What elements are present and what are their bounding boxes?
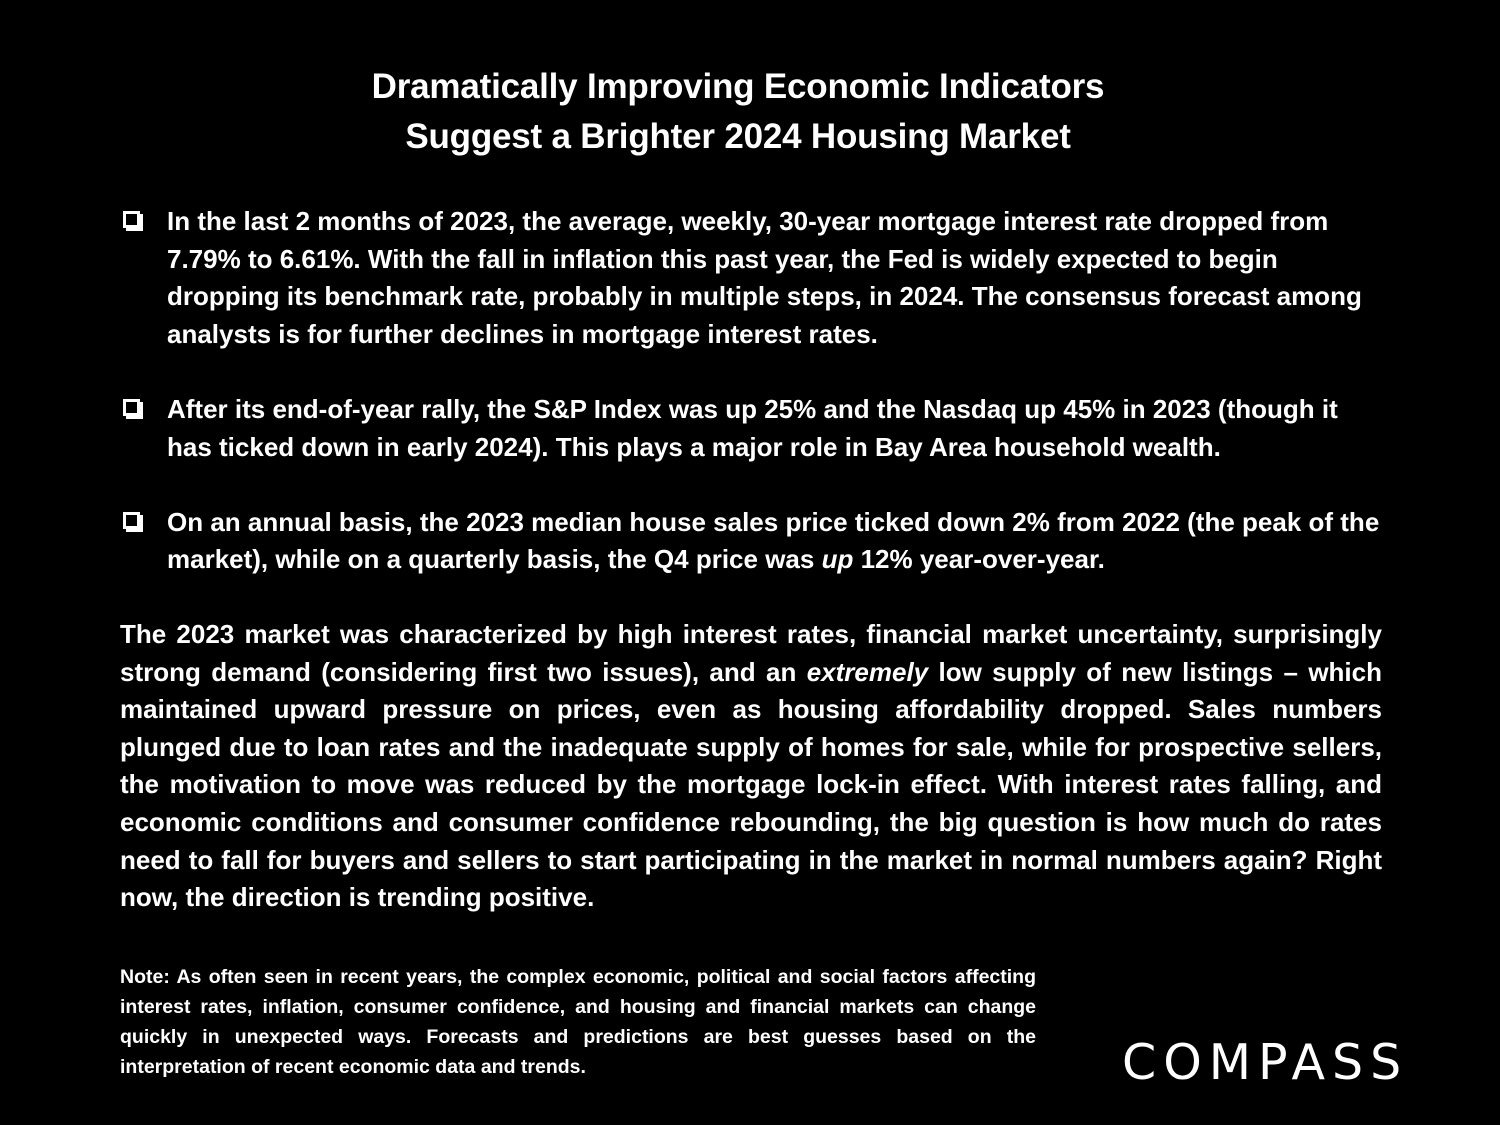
paragraph-after: low supply of new listings – which maintained upward pressure on prices, even as housing affordability dropped. Sales numbers plunged due to loan rates and the inadequate supply of homes for sale, while for prospective sellers, the motivation to move was reduced by the mortgage lock-in effect. With interest rates falling, and economic conditions and consumer confidence rebounding, the big question is how much do rates need to fall for buyers and sellers to start participating in the market in normal numbers again? Right now, the direction is trending positive. <box>120 656 1382 913</box>
bullet-text-after: 12% year-over-year. <box>853 544 1105 575</box>
bullet-item <box>120 203 1382 353</box>
bullet-text-emphasis: up <box>821 544 854 575</box>
paragraph-before: The 2023 market was characterized by high interest rates, financial market uncertainty, surprisingly strong demand (considering first two issues), and an <box>120 619 1382 687</box>
checkbox-icon <box>123 211 140 228</box>
checkbox-icon <box>123 399 140 416</box>
summary-paragraph <box>120 616 1382 917</box>
checkbox-icon <box>123 512 140 529</box>
title-line-2: Suggest a Brighter 2024 Housing Market <box>405 117 1071 156</box>
compass-logo: COMPASS <box>1122 1034 1409 1091</box>
bullet-text <box>167 507 1379 575</box>
bullet-text: In the last 2 months of 2023, the average, weekly, 30-year mortgage interest rate dropped from 7.79% to 6.61%. With the fall in inflation this past year, the Fed is widely expected to begin dropping its benchmark rate, probably in multiple steps, in 2024. The consensus forecast among analysts is for further declines in mortgage interest rates. <box>167 206 1362 349</box>
bullet-text: After its end-of-year rally, the S&P Index was up 25% and the Nasdaq up 45% in 2023 (though it has ticked down in early 2024). This plays a major role in Bay Area household wealth. <box>167 393 1338 462</box>
bullet-text-before: On an annual basis, the 2023 median house sales price ticked down 2% from 2022 (the peak of the market), while on a quarterly basis, the Q4 price was <box>167 506 1380 575</box>
bullet-list <box>120 203 1382 617</box>
bullet-item <box>120 391 1382 466</box>
bullet-item <box>120 504 1382 579</box>
page-title <box>0 62 1476 162</box>
title-line-1: Dramatically Improving Economic Indicators <box>371 67 1105 106</box>
note-text: Note: As often seen in recent years, the complex economic, political and social factors affecting interest rates, inflation, consumer confidence, and housing and financial markets can change quickly in unexpected ways. Forecasts and predictions are best guesses based on the interpretation of recent economic data and trends. <box>120 966 1036 1078</box>
paragraph-emphasis: extremely <box>806 656 929 687</box>
